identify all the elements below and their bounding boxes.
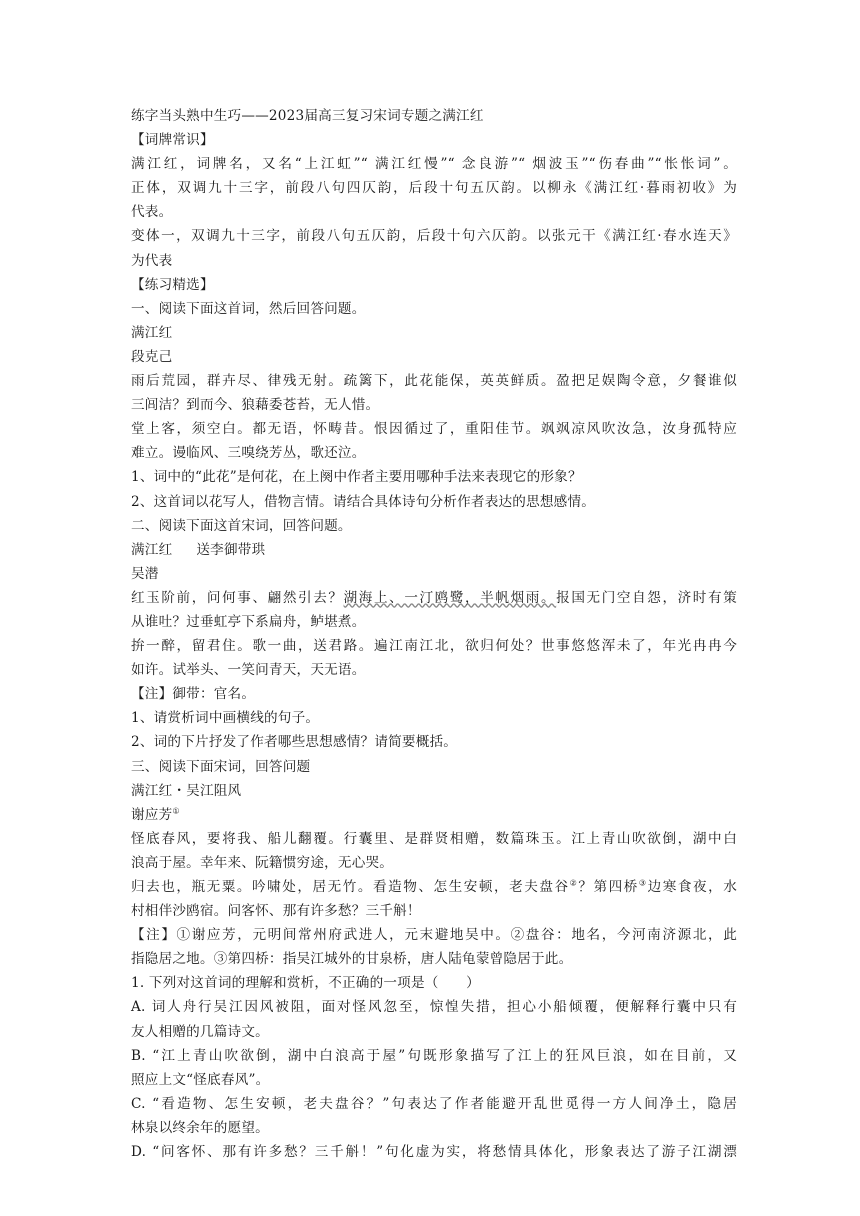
paragraph-line: 变体一，双调九十三字，前段八句五仄韵，后段十句六仄韵。以张元干《满江红·春水连天》 [131,228,737,245]
paragraph-line: 为代表 [131,252,173,269]
option-a: A. 词人舟行吴江因风被阻，面对怪风忽至，惊惶失措，担心小船倾覆，便解释行囊中只有 [131,999,737,1016]
poem-line: 堂上客，须空白。都无语，怀畴昔。恨因循过了，重阳佳节。飒飒凉风吹汝急，汝身孤特应 [131,421,737,438]
underlined-sentence: 湖海上、一汀鸥鹭，半帆烟雨。 [343,589,557,606]
poem-line: 怪底春风，要将我、船儿翻覆。行囊里、是群贤相赠，数篇珠玉。江上青山吹欲倒，湖中白 [131,830,737,847]
poem-line: 村相伴沙鸥宿。问客怀、那有许多愁？三千斛！ [131,903,421,920]
poem-line: 拚一醉，留君住。歌一曲，送君路。遍江南江北，欲归何处？世事悠悠浑未了，年光冉冉今 [131,638,737,655]
poem-text: 边寒食夜，水 [647,879,738,895]
poem-text: 报国无门空自怨，济时有策 [556,589,737,606]
poem-title-main: 满江红 [131,541,173,558]
poem-line [131,875,737,899]
question-group-heading: 一、阅读下面这首词，然后回答问题。 [131,300,366,317]
section-heading-practice: 【练习精选】 [131,276,214,293]
note: 指隐居之地。③第四桥：指吴江城外的甘泉桥，唐人陆龟蒙曾隐居于此。 [131,951,573,968]
poem-text: ？第四桥 [578,879,639,895]
poem-line: 雨后荒园，群卉尽、律残无射。疏篱下，此花能保，英英鲜质。盈把足娱陶令意，夕餐谁似 [131,373,737,390]
poem-title: 满江红・吴江阻风 [131,782,242,799]
poem-author-name: 谢应芳 [131,806,173,823]
option-a: 友人相赠的几篇诗文。 [131,1023,269,1040]
option-b: 照应上文“怪底春风”。 [131,1071,270,1088]
question-item: 2、这首词以花写人，借物言情。请结合具体诗句分析作者表达的思想感情。 [131,493,596,510]
poem-text: 红玉阶前，问何事、翩然引去？ [131,589,344,606]
poem-author [131,803,737,827]
note: 【注】①谢应芳，元明间常州府武进人，元末避地吴中。②盘谷：地名，今河南济源北，此 [131,927,737,944]
footnote-marker: ① [172,806,180,816]
question-item: 1. 下列对这首词的理解和赏析，不正确的一项是（ ） [131,975,480,992]
section-heading-cipai: 【词牌常识】 [131,132,214,149]
poem-text: 归去也，瓶无粟。吟啸处，居无竹。看造物、怎生安顿，老夫盘谷 [131,879,570,895]
poem-title-sub: 送李御带珙 [196,541,266,558]
poem-title: 满江红 [131,324,173,341]
poem-line: 从谁吐？过垂虹亭下系扁舟，鲈堪煮。 [131,613,366,630]
option-c: 林泉以终余年的愿望。 [131,1119,269,1136]
note: 【注】御带：官名。 [131,686,256,703]
footnote-marker: ③ [638,878,648,888]
option-c: C. “看造物、怎生安顿，老夫盘谷？”句表达了作者能避开乱世觅得一方人间净土，隐居 [131,1095,737,1112]
poem-line: 浪高于屋。幸年来、阮籍惯穷途，无心哭。 [131,854,394,871]
document-body [131,104,737,1164]
paragraph-line: 正体，双调九十三字，前段八句四仄韵，后段十句五仄韵。以柳永《满江红·暮雨初收》为 [131,180,737,197]
option-d: D. “问客怀、那有许多愁？三千斛！”句化虚为实，将愁情具体化，形象表达了游子江湖漂 [131,1144,737,1161]
question-group-heading: 二、阅读下面这首宋词，回答问题。 [131,517,352,534]
paragraph-line: 满江红，词牌名，又名“上江虹”“ 满江红慢”“ 念良游”“ 烟波玉”“伤春曲”“怅怅词”。 [131,156,737,173]
poem-author: 段克己 [131,348,173,365]
question-item: 1、请赏析词中画横线的句子。 [131,710,320,727]
question-item: 1、词中的“此花”是何花，在上阕中作者主要用哪种手法来表现它的形象？ [131,469,582,486]
poem-line [131,586,737,610]
document-title: 练字当头熟中生巧——2023届高三复习宋词专题之满江红 [131,108,484,124]
poem-line: 三闾洁？到而今、狼藉委苍苔，无人惜。 [131,397,380,414]
footnote-marker: ② [569,878,579,888]
poem-author: 吴潜 [131,565,159,582]
option-b: B. “江上青山吹欲倒，湖中白浪高于屋”句既形象描写了江上的狂风巨浪，如在目前，又 [131,1047,737,1064]
question-group-heading: 三、阅读下面宋词，回答问题 [131,758,311,775]
poem-line: 如许。试举头、一笑问青天，天无语。 [131,662,366,679]
question-item: 2、词的下片抒发了作者哪些思想感情？请简要概括。 [131,734,458,751]
poem-title [131,538,737,562]
paragraph-line: 代表。 [131,204,173,221]
poem-line: 难立。谩临风、三嗅绕芳丛，歌还泣。 [131,445,366,462]
